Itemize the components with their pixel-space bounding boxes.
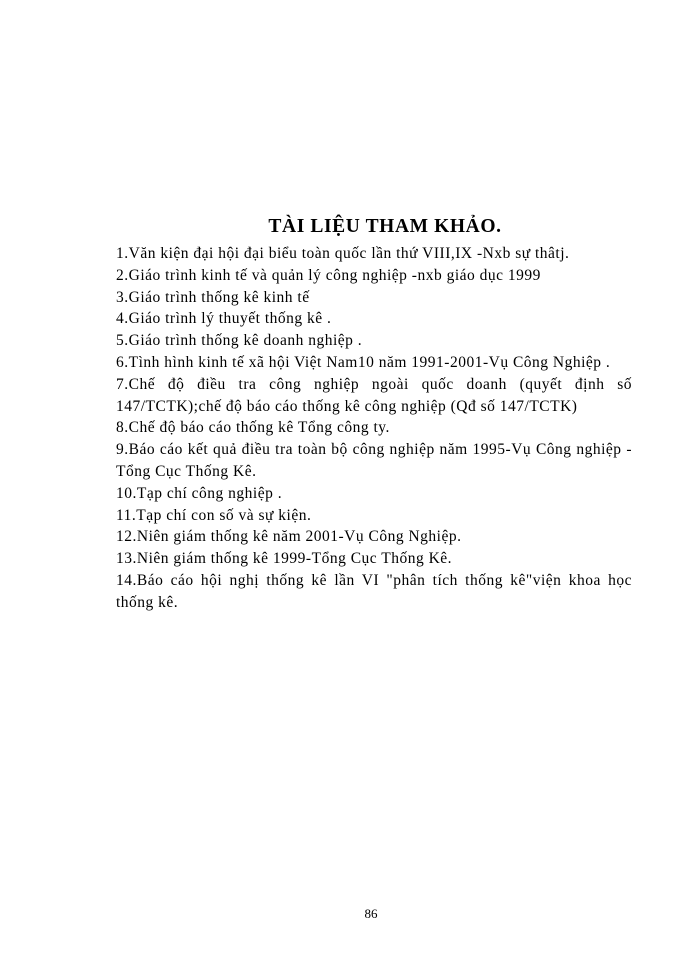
reference-item: 12.Niên giám thống kê năm 2001-Vụ Công Nghiệp. (116, 528, 462, 546)
reference-list (116, 243, 632, 614)
reference-item: 14.Báo cáo hội nghị thống kê lần VI "phân tích thống kê"viện khoa học thống kê. (116, 571, 632, 611)
reference-item: 5.Giáo trình thống kê doanh nghiệp . (116, 332, 363, 350)
reference-item: 9.Báo cáo kết quả điều tra toàn bộ công nghiệp năm 1995-Vụ Công nghiệp -Tổng Cục Thống Kê. (116, 441, 632, 480)
reference-item: 8.Chế độ báo cáo thống kê Tổng công ty. (116, 419, 390, 437)
reference-item: 3.Giáo trình thống kê kinh tế (116, 288, 310, 306)
page-title: TÀI LIỆU THAM KHẢO. (268, 216, 502, 237)
reference-item: 4.Giáo trình lý thuyết thống kê . (116, 310, 332, 328)
page-number: 86 (364, 906, 378, 921)
reference-item: 2.Giáo trình kinh tế và quản lý công nghiệp -nxb giáo dục 1999 (116, 266, 541, 284)
reference-item: 7.Chế độ điều tra công nghiệp ngoài quốc doanh (quyết định số 147/TCTK);chế độ báo cáo thống kê công nghiệp (Qđ số 147/TCTK) (116, 375, 632, 415)
reference-item: 11.Tạp chí con số và sự kiện. (116, 506, 312, 524)
reference-item: 6.Tình hình kinh tế xã hội Việt Nam10 năm 1991-2001-Vụ Công Nghiệp . (116, 353, 611, 371)
reference-item: 10.Tạp chí công nghiệp . (116, 484, 283, 502)
reference-item: 13.Niên giám thống kê 1999-Tổng Cục Thống Kê. (116, 550, 453, 568)
reference-item: 1.Văn kiện đại hội đại biểu toàn quốc lần thứ VIII,IX -Nxb sự thâtj. (116, 245, 570, 262)
